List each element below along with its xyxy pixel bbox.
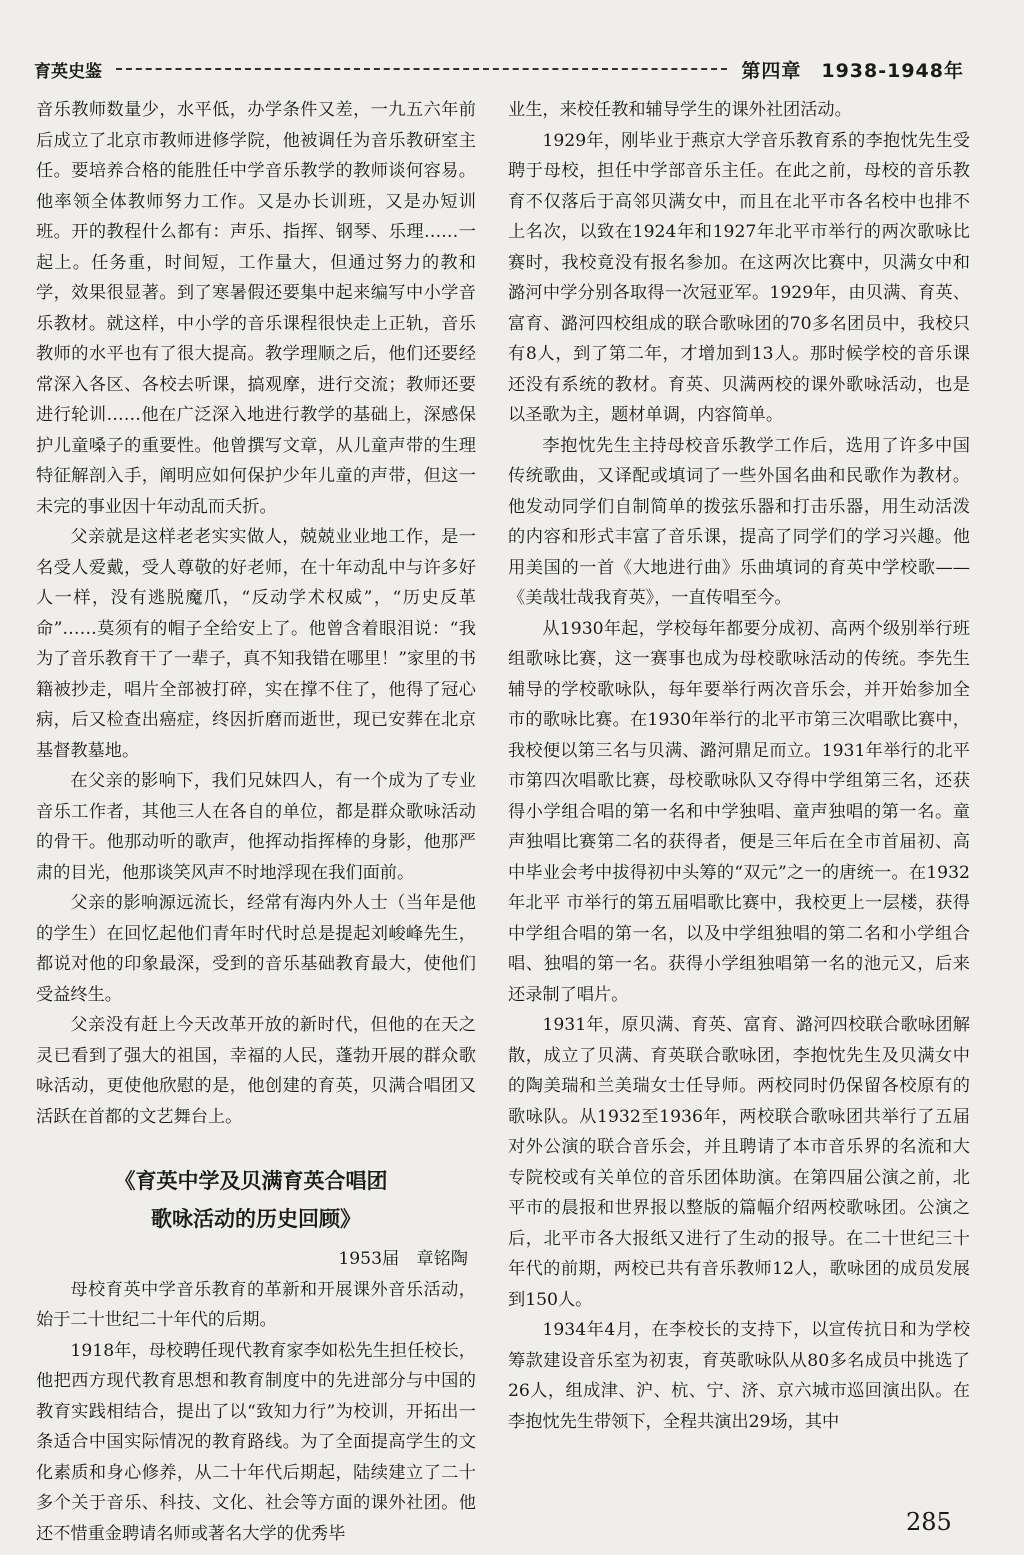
article-title-line: 《育英中学及贝满育英合唱团	[114, 1169, 388, 1193]
paragraph: 1918年，母校聘任现代教育家李如松先生担任校长，他把西方现代教育思想和教育制度中的先进部分与中国的教育实践相结合，提出了以“致知力行”为校训，开拓出一条适合中国实际情况的教育路线。为了全面提高学生的文化素质和身心修养，从二十年代后期起，陆续建立了二十多个关于音乐、科技、文化、社会等方面的课外社团。他还不惜重金聘请名师或著名大学的优秀毕	[36, 1340, 476, 1544]
running-header	[34, 52, 964, 86]
paragraph: 父亲没有赶上今天改革开放的新时代，但他的在天之灵已看到了强大的祖国，幸福的人民，蓬勃开展的群众歌咏活动，更使他欣慰的是，他创建的育英，贝满合唱团又活跃在首都的文艺舞台上。	[36, 1015, 476, 1127]
article-title	[36, 1162, 476, 1238]
paragraph: 父亲的影响源远流长，经常有海内外人士（当年是他的学生）在回忆起他们青年时代时总是提起刘峻峰先生，都说对他的印象最深，受到的音乐基础教育最大，使他们受益终生。	[36, 893, 476, 1005]
paragraph: 在父亲的影响下，我们兄妹四人，有一个成为了专业音乐工作者，其他三人在各自的单位，都是群众歌咏活动的骨干。他那动听的歌声，他挥动指挥棒的身影，他那严肃的目光，他那谈笑风声不时地浮现在我们面前。	[36, 771, 476, 883]
article-author: 1953届 章铭陶	[338, 1249, 468, 1269]
paragraph: 1934年4月，在李校长的支持下，以宣传抗日和为学校筹款建设音乐室为初衷，育英歌咏队从80多名成员中挑选了26人，组成津、沪、杭、宁、济、京六城市巡回演出队。在李抱忱先生带领下，全程共演出29场，其中	[508, 1320, 970, 1432]
paragraph: 父亲就是这样老老实实做人，兢兢业业地工作，是一名受人爱戴，受人尊敬的好老师，在十年动乱中与许多好人一样，没有逃脱魔爪，“反动学术权威”，“历史反革命”……莫须有的帽子全给安上了。他曾含着眼泪说：“我为了音乐教育干了一辈子，真不知我错在哪里！”家里的书籍被抄走，唱片全部被打碎，实在撑不住了，他得了冠心病，后又检查出癌症，终因折磨而逝世，现已安葬在北京基督教墓地。	[36, 527, 476, 761]
paragraph: 1931年，原贝满、育英、富育、潞河四校联合歌咏团解散，成立了贝满、育英联合歌咏团，李抱忱先生及贝满女中的陶美瑞和兰美瑞女士任导师。两校同时仍保留各校原有的歌咏队。从1932至1936年，两校联合歌咏团共举行了五届对外公演的联合音乐会，并且聘请了本市音乐界的名流和大专院校或有关单位的音乐团体助演。在第四届公演之前，北平市的晨报和世界报以整版的篇幅介绍两校歌咏团。公演之后，北平市各大报纸又进行了生动的报导。在二十世纪三十年代的前期，两校已共有音乐教师12人，歌咏团的成员发展到150人。	[508, 1015, 970, 1310]
header-dashed-rule	[116, 68, 727, 70]
book-title: 育英史鉴	[34, 61, 102, 82]
paragraph: 从1930年起，学校每年都要分成初、高两个级别举行班组歌咏比赛，这一赛事也成为母校歌咏活动的传统。李先生辅导的学校歌咏队，每年要举行两次音乐会，并开始参加全市的歌咏比赛。在1930年举行的北平市第三次唱歌比赛中，我校便以第三名与贝满、潞河鼎足而立。1931年举行的北平市第四次唱歌比赛，母校歌咏队又夺得中学组第三名，还获得小学组合唱的第一名和中学独唱、童声独唱的第一名。童声独唱比赛第二名的获得者，便是三年后在全市首届初、高中毕业会考中拔得初中头筹的“双元”之一的唐统一。在1932年北平 市举行的第五届唱歌比赛中，我校更上一层楼，获得中学组合唱的第一名，以及中学组独唱的第二名和小学组合唱、独唱的第一名。获得小学组独唱第一名的池元又，后来还录制了唱片。	[508, 618, 970, 1005]
chapter-title: 第四章 1938-1948年	[741, 59, 964, 82]
article-title-line: 歌咏活动的历史回顾》	[151, 1207, 361, 1231]
paragraph: 李抱忱先生主持母校音乐教学工作后，选用了许多中国传统歌曲，又译配或填词了一些外国名曲和民歌作为教材。他发动同学们自制简单的拨弦乐器和打击乐器，用生动活泼的内容和形式丰富了音乐课，提高了同学们的学习兴趣。他用美国的一首《大地进行曲》乐曲填词的育英中学校歌——《美哉壮哉我育英》，一直传唱至今。	[508, 435, 970, 608]
right-column	[508, 95, 970, 1437]
paragraph: 母校育英中学音乐教育的革新和开展课外音乐活动，始于二十世纪二十年代的后期。	[36, 1279, 476, 1330]
left-column	[36, 95, 476, 1549]
paragraph: 1929年，刚毕业于燕京大学音乐教育系的李抱忱先生受聘于母校，担任中学部音乐主任。在此之前，母校的音乐教育不仅落后于高邻贝满女中，而且在北平市各名校中也排不上名次，以致在1924年和1927年北平市举行的两次歌咏比赛时，我校竟没有报名参加。在这两次比赛中，贝满女中和潞河中学分别各取得一次冠亚军。1929年，由贝满、育英、富育、潞河四校组成的联合歌咏团的70多名团员中，我校只有8人，到了第二年，才增加到13人。那时候学校的音乐课还没有系统的教材。育英、贝满两校的课外歌咏活动，也是以圣歌为主，题材单调，内容简单。	[508, 130, 970, 425]
page-number: 285	[906, 1508, 952, 1536]
paragraph: 音乐教师数量少，水平低，办学条件又差，一九五六年前后成立了北京市教师进修学院，他被调任为音乐教研室主任。要培养合格的能胜任中学音乐教学的教师谈何容易。他率领全体教师努力工作。又是办长训班，又是办短训班。开的教程什么都有：声乐、指挥、钢琴、乐理……一起上。任务重，时间短，工作量大，但通过努力的教和学，效果很显著。到了寒暑假还要集中起来编写中小学音乐教材。就这样，中小学的音乐课程很快走上正轨，音乐教师的水平也有了很大提高。教学理顺之后，他们还要经常深入各区、各校去听课，搞观摩，进行交流；教师还要进行轮训……他在广泛深入地进行教学的基础上，深感保护儿童嗓子的重要性。他曾撰写文章，从儿童声带的生理特征解剖入手，阐明应如何保护少年儿童的声带，但这一未完的事业因十年动乱而夭折。	[36, 100, 476, 517]
paragraph: 业生，来校任教和辅导学生的课外社团活动。	[508, 100, 852, 120]
